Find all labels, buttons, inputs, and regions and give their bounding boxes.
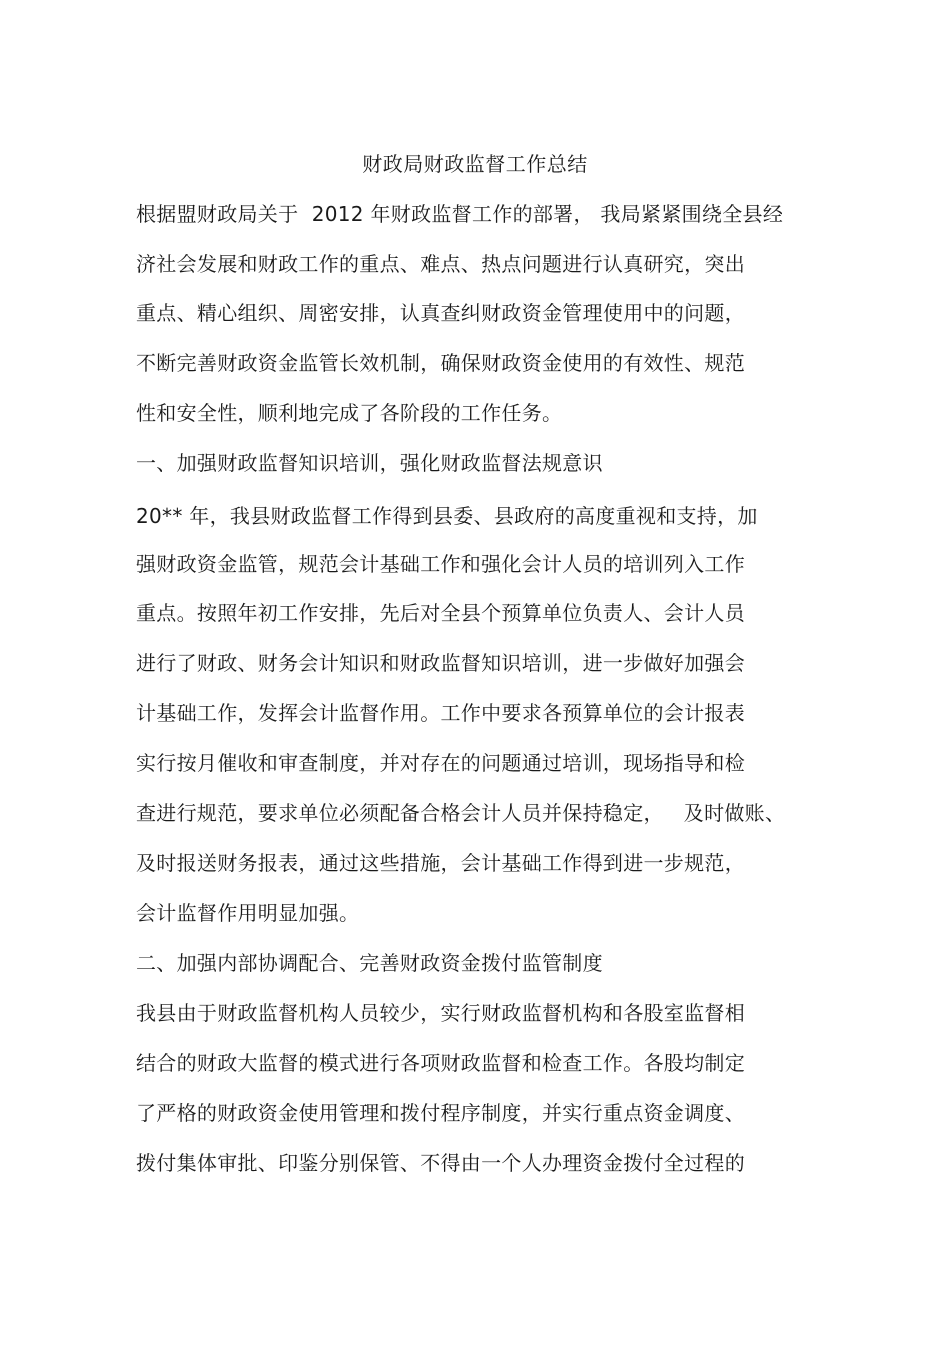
body-line: 进行了财政、财务会计知识和财政监督知识培训，进一步做好加强会	[136, 651, 745, 675]
body-line: 重点。按照年初工作安排，先后对全县个预算单位负责人、会计人员	[136, 601, 745, 625]
section-heading: 二、加强内部协调配合、完善财政资金拨付监管制度	[136, 951, 603, 975]
body-line: 查进行规范，要求单位必须配备合格会计人员并保持稳定， 及时做账、	[136, 801, 786, 825]
body-line: 重点、精心组织、周密安排，认真查纠财政资金管理使用中的问题，	[136, 301, 745, 325]
body-line: 计基础工作，发挥会计监督作用。工作中要求各预算单位的会计报表	[136, 701, 745, 725]
body-line: 拨付集体审批、印鉴分别保管、不得由一个人办理资金拨付全过程的	[136, 1151, 745, 1175]
document-title: 财政局财政监督工作总结	[362, 152, 588, 176]
body-line: 性和安全性，顺利地完成了各阶段的工作任务。	[136, 401, 563, 425]
body-line: 实行按月催收和审查制度，并对存在的问题通过培训，现场指导和检	[136, 751, 745, 775]
body-line: 根据盟财政局关于 2012 年财政监督工作的部署， 我局紧紧围绕全县经	[136, 202, 784, 226]
body-line: 结合的财政大监督的模式进行各项财政监督和检查工作。各股均制定	[136, 1051, 745, 1075]
section-heading: 一、加强财政监督知识培训，强化财政监督法规意识	[136, 451, 603, 475]
body-line: 了严格的财政资金使用管理和拨付程序制度，并实行重点资金调度、	[136, 1101, 745, 1125]
body-line: 20** 年，我县财政监督工作得到县委、县政府的高度重视和支持，加	[136, 504, 758, 528]
body-line: 强财政资金监管，规范会计基础工作和强化会计人员的培训列入工作	[136, 552, 745, 576]
body-line: 不断完善财政资金监管长效机制，确保财政资金使用的有效性、规范	[136, 351, 745, 375]
body-line: 会计监督作用明显加强。	[136, 901, 360, 925]
body-line: 我县由于财政监督机构人员较少，实行财政监督机构和各股室监督相	[136, 1001, 745, 1025]
body-line: 济社会发展和财政工作的重点、难点、热点问题进行认真研究，突出	[136, 252, 745, 276]
body-line: 及时报送财务报表，通过这些措施，会计基础工作得到进一步规范，	[136, 851, 745, 875]
